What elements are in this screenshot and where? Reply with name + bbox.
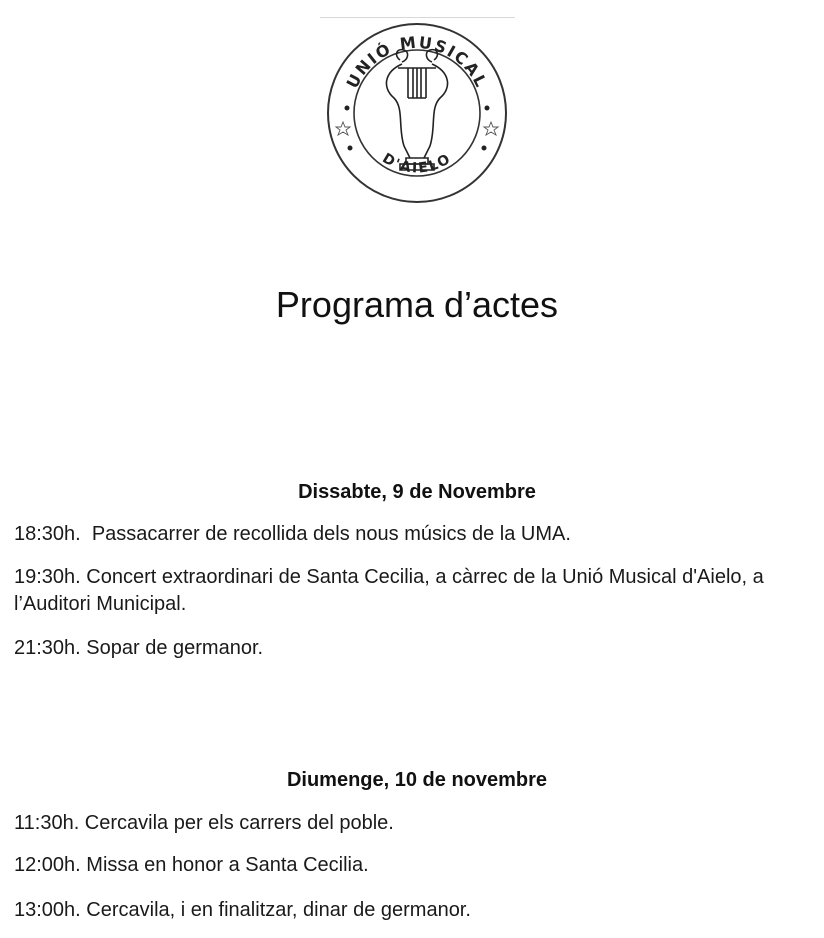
logo-dot-right-top-icon — [485, 106, 490, 111]
day-heading-saturday: Dissabte, 9 de Novembre — [298, 481, 536, 503]
logo-dot-right-bottom-icon — [482, 146, 487, 151]
event-item: 21:30h. Sopar de germanor. — [14, 637, 264, 659]
event-item: 11:30h. Cercavila per els carrers del poble. — [14, 812, 394, 834]
top-divider — [320, 17, 515, 18]
logo-top-text: UNIÓ MUSICAL — [342, 32, 492, 92]
lyre-drawing — [386, 50, 447, 170]
lyre-icon — [324, 20, 510, 206]
event-item: 18:30h. Passacarrer de recollida dels nous músics de la UMA. — [14, 523, 571, 545]
event-item: 12:00h. Missa en honor a Santa Cecilia. — [14, 854, 369, 876]
logo-bottom-text: D'AIELO — [379, 150, 455, 177]
event-item: 13:00h. Cercavila, i en finalitzar, dinar de germanor. — [14, 899, 471, 921]
page-title: Programa d’actes — [275, 284, 559, 325]
logo-dot-left-top-icon — [345, 106, 350, 111]
star-left-icon — [336, 122, 350, 135]
event-item: 19:30h. Concert extraordinari de Santa Cecilia, a càrrec de la Unió Musical d'Aielo, a l’Auditori Municipal. — [14, 566, 770, 615]
day-heading-sunday: Diumenge, 10 de novembre — [286, 769, 548, 791]
star-right-icon — [484, 122, 498, 135]
band-logo — [324, 20, 510, 206]
logo-dot-left-bottom-icon — [348, 146, 353, 151]
